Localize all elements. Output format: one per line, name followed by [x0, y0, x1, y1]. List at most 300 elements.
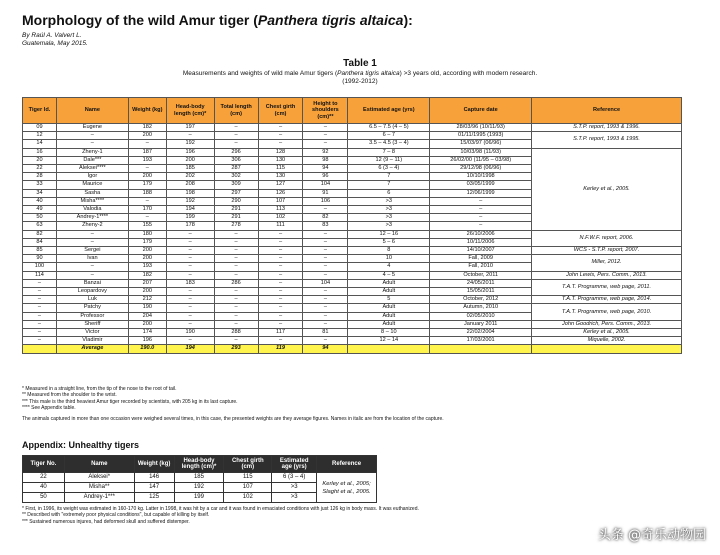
table-cell: 288: [214, 329, 258, 337]
table-notes: [22, 386, 444, 422]
table-cell: –: [166, 247, 214, 255]
table-cell: Igor: [56, 173, 128, 181]
table-cell: 10/10/1998: [430, 173, 532, 181]
table1-subtitle: [0, 70, 720, 86]
table-cell: Zheny-1: [56, 148, 128, 156]
table-cell: 207: [128, 279, 166, 287]
table-cell: 7 – 8: [348, 148, 430, 156]
table-cell: –: [214, 124, 258, 132]
table-cell: –: [214, 320, 258, 328]
table-cell: –: [128, 140, 166, 148]
column-header: Reference: [317, 456, 377, 473]
table-cell: 29/12/98 (06/96): [430, 165, 532, 173]
reference-cell: T.A.T. Programme, web page, 2010.: [532, 304, 682, 320]
table-row: [23, 247, 682, 255]
table-cell: Misha**: [64, 483, 134, 493]
table-cell: –: [303, 312, 348, 320]
table-cell: 180: [128, 230, 166, 238]
table-cell: 7: [348, 173, 430, 181]
table-cell: 94: [303, 165, 348, 173]
table-cell: Misha****: [56, 197, 128, 205]
table-cell: 15/05/2011: [430, 288, 532, 296]
table-cell: –: [166, 271, 214, 279]
place-date: Guatemala, May 2015.: [22, 40, 88, 47]
table-cell: 200: [128, 255, 166, 263]
table-cell: 84: [23, 238, 57, 246]
table-cell: 127: [258, 181, 303, 189]
table-cell: January 2011: [430, 320, 532, 328]
table-cell: –: [258, 320, 303, 328]
table-cell: –: [430, 214, 532, 222]
table-cell: –: [303, 124, 348, 132]
table-cell: 100: [23, 263, 57, 271]
table-cell: Victor: [56, 329, 128, 337]
average-cell: 194: [166, 345, 214, 353]
table-cell: –: [166, 296, 214, 304]
reference-cell: S.T.P. report, 1993 & 1996.: [532, 124, 682, 132]
table-cell: –: [23, 329, 57, 337]
table-cell: 6.5 – 7.5 (4 – 5): [348, 124, 430, 132]
table-cell: 196: [128, 337, 166, 345]
table-cell: Ivan: [56, 255, 128, 263]
table-cell: 10: [348, 255, 430, 263]
table-cell: –: [56, 271, 128, 279]
table-cell: –: [166, 312, 214, 320]
appendix-notes: [22, 506, 419, 525]
table-cell: 09: [23, 124, 57, 132]
table-cell: –: [166, 255, 214, 263]
average-cell: Average: [56, 345, 128, 353]
table-cell: –: [214, 238, 258, 246]
table-cell: Leopardovy: [56, 288, 128, 296]
table-cell: –: [258, 312, 303, 320]
column-header: Height to shoulders (cm)**: [303, 98, 348, 124]
table-cell: 91: [303, 189, 348, 197]
table-cell: –: [258, 279, 303, 287]
table-cell: 185: [166, 165, 214, 173]
table-cell: 82: [303, 214, 348, 222]
average-cell: 119: [258, 345, 303, 353]
note-4: **** See Appendix table.: [22, 405, 76, 412]
table-row: [23, 148, 682, 156]
table-cell: 126: [258, 189, 303, 197]
table-cell: Autumn, 2010: [430, 304, 532, 312]
column-header: Tiger No.: [23, 456, 65, 473]
table-cell: 107: [224, 483, 272, 493]
table-cell: 182: [128, 271, 166, 279]
table-cell: 85: [23, 247, 57, 255]
table-cell: 3.5 – 4.5 (3 – 4): [348, 140, 430, 148]
table-cell: 178: [166, 222, 214, 230]
table-cell: >3: [348, 214, 430, 222]
table-cell: 196: [166, 148, 214, 156]
table-cell: –: [23, 337, 57, 345]
table-cell: 63: [23, 222, 57, 230]
table-cell: –: [56, 132, 128, 140]
table-cell: –: [23, 296, 57, 304]
table-cell: –: [258, 263, 303, 271]
table-row: [23, 255, 682, 263]
table-cell: 147: [134, 483, 174, 493]
table-cell: 128: [258, 148, 303, 156]
table-row: [23, 304, 682, 312]
table-cell: Adult: [348, 304, 430, 312]
table-cell: –: [258, 124, 303, 132]
reference-cell: T.A.T. Programme, web page, 2011.: [532, 279, 682, 295]
table-cell: –: [258, 271, 303, 279]
table-cell: Fall, 2010: [430, 263, 532, 271]
reference-cell: Kerley et al., 2005.: [532, 148, 682, 230]
table-cell: 24/05/2011: [430, 279, 532, 287]
table-cell: 96: [303, 173, 348, 181]
table-cell: –: [258, 296, 303, 304]
table-cell: 290: [214, 197, 258, 205]
table-cell: 106: [303, 197, 348, 205]
table-cell: 15/03/97 (06/96): [430, 140, 532, 148]
note-2: ** Measured from the shoulder to the wrist.: [22, 392, 117, 399]
table-cell: 5 – 6: [348, 238, 430, 246]
table-cell: –: [303, 304, 348, 312]
table-row: [23, 337, 682, 345]
table-cell: 111: [258, 222, 303, 230]
table-cell: 14: [23, 140, 57, 148]
reference-cell: Miller, 2012.: [532, 255, 682, 271]
title-species: Panthera tigris altaica: [257, 12, 404, 28]
table-cell: 14/10/2007: [430, 247, 532, 255]
table-cell: >3: [348, 197, 430, 205]
table-cell: 170: [128, 206, 166, 214]
table-cell: 82: [23, 230, 57, 238]
table-cell: –: [166, 230, 214, 238]
table-cell: –: [258, 288, 303, 296]
table-cell: –: [214, 288, 258, 296]
table-cell: –: [128, 214, 166, 222]
table-cell: –: [258, 230, 303, 238]
column-header: Estimated age (yrs): [348, 98, 430, 124]
table-cell: –: [214, 255, 258, 263]
table-cell: 8 – 10: [348, 329, 430, 337]
table-cell: –: [258, 247, 303, 255]
appendix-title: Appendix: Unhealthy tigers: [22, 440, 140, 450]
table-cell: –: [166, 320, 214, 328]
column-header: Reference: [532, 98, 682, 124]
table-cell: 20: [23, 156, 57, 164]
table-cell: 188: [128, 189, 166, 197]
table-cell: 296: [214, 148, 258, 156]
table-cell: 10/03/98 (11/93): [430, 148, 532, 156]
table-cell: 26/10/2006: [430, 230, 532, 238]
table-cell: –: [303, 320, 348, 328]
table-cell: 212: [128, 296, 166, 304]
table-cell: 185: [174, 473, 224, 483]
reference-cell: S.T.P. report, 1993 & 1995.: [532, 132, 682, 148]
table-cell: 12 (9 – 11): [348, 156, 430, 164]
table-cell: 01/11/1995 (1993): [430, 132, 532, 140]
table-cell: 102: [258, 214, 303, 222]
table-cell: 155: [128, 222, 166, 230]
table-cell: 49: [23, 206, 57, 214]
table-cell: –: [214, 247, 258, 255]
note-3: *** This male is the third heaviest Amur tiger recorded by scientists, with 205 kg in its last capture.: [22, 398, 238, 405]
table-cell: 286: [214, 279, 258, 287]
table-cell: 12: [23, 132, 57, 140]
table-cell: –: [303, 238, 348, 246]
table-cell: 187: [128, 148, 166, 156]
table-cell: –: [214, 140, 258, 148]
table-cell: 194: [166, 206, 214, 214]
table-cell: –: [56, 140, 128, 148]
table-cell: –: [23, 304, 57, 312]
table-cell: 208: [166, 181, 214, 189]
table-cell: 5: [348, 296, 430, 304]
table-cell: –: [430, 197, 532, 205]
subtitle-years: (1992-2012): [342, 78, 378, 85]
table-cell: –: [23, 312, 57, 320]
table-cell: Eugene: [56, 124, 128, 132]
table-cell: 16: [23, 148, 57, 156]
table-cell: 174: [128, 329, 166, 337]
table-cell: Aleksei****: [56, 165, 128, 173]
average-row: [23, 345, 682, 353]
subtitle-part-a: Measurements and weights of wild male Amur tigers (: [182, 70, 338, 77]
table-cell: Adult: [348, 320, 430, 328]
table-cell: 22: [23, 473, 65, 483]
table-cell: Professor: [56, 312, 128, 320]
table-cell: Vladimir: [56, 337, 128, 345]
table-cell: 204: [128, 312, 166, 320]
table-cell: 297: [214, 189, 258, 197]
table-cell: –: [56, 230, 128, 238]
appendix-note-3: *** Sustained numerous injures, had deformed skull and suffered distemper.: [22, 518, 190, 525]
table-cell: –: [23, 279, 57, 287]
table-cell: 26/02/00 (11/95 – 03/98): [430, 156, 532, 164]
table-cell: >3: [348, 206, 430, 214]
table-cell: –: [166, 288, 214, 296]
subtitle-part-b: ) >3 years old, according with modern research.: [399, 70, 538, 77]
table-cell: –: [214, 132, 258, 140]
table-cell: 115: [224, 473, 272, 483]
table-cell: Luk: [56, 296, 128, 304]
appendix-header-row: [23, 456, 377, 473]
table-cell: 278: [214, 222, 258, 230]
document-title: [22, 12, 413, 28]
table-cell: 130: [258, 173, 303, 181]
table-cell: 291: [214, 206, 258, 214]
table-cell: –: [258, 132, 303, 140]
table-cell: 200: [128, 320, 166, 328]
average-cell: 293: [214, 345, 258, 353]
note-1: * Measured in a straight line, from the tip of the nose to the root of tail.: [22, 386, 177, 392]
table-row: [23, 230, 682, 238]
table-cell: 179: [128, 238, 166, 246]
table-cell: 202: [166, 173, 214, 181]
reference-cell: Kerley et al., 2005.: [532, 329, 682, 337]
table-cell: 33: [23, 181, 57, 189]
table-row: [23, 279, 682, 287]
table-cell: 309: [214, 181, 258, 189]
byline: [22, 32, 88, 48]
table-cell: –: [214, 230, 258, 238]
table-cell: Sasha: [56, 189, 128, 197]
table-cell: –: [258, 238, 303, 246]
table-cell: 22/02/2004: [430, 329, 532, 337]
table-cell: –: [56, 238, 128, 246]
table-cell: 200: [128, 288, 166, 296]
table-row: [23, 124, 682, 132]
table-cell: –: [258, 255, 303, 263]
table-cell: 03/05/1999: [430, 181, 532, 189]
table-cell: 200: [128, 247, 166, 255]
table-cell: 28: [23, 173, 57, 181]
subtitle-species: Panthera tigris altaica: [337, 70, 400, 77]
reference-cell: John Goodrich, Pers. Comm., 2013.: [532, 320, 682, 328]
table-cell: –: [23, 320, 57, 328]
column-header: Tiger Id.: [23, 98, 57, 124]
table-cell: 287: [214, 165, 258, 173]
table-cell: –: [303, 247, 348, 255]
table-cell: 12 – 14: [348, 337, 430, 345]
table-cell: 146: [134, 473, 174, 483]
table-cell: 130: [258, 156, 303, 164]
appendix-table: [22, 455, 377, 503]
table-cell: 6: [348, 189, 430, 197]
table1-caption: Table 1: [343, 58, 377, 69]
table-cell: 4: [348, 263, 430, 271]
table-cell: 113: [258, 206, 303, 214]
table-cell: –: [303, 255, 348, 263]
table-cell: 10/11/2006: [430, 238, 532, 246]
column-header: Estimated age (yrs): [272, 456, 317, 473]
table-cell: 8: [348, 247, 430, 255]
column-header: Chest girth (cm): [258, 98, 303, 124]
reference-cell: WCS - S.T.P. report, 2007.: [532, 247, 682, 255]
table-cell: –: [166, 238, 214, 246]
table-cell: 6 (3 – 4): [348, 165, 430, 173]
table-body: [23, 124, 682, 354]
table-cell: 40: [23, 483, 65, 493]
table-cell: 190: [128, 304, 166, 312]
table-cell: 179: [128, 181, 166, 189]
table-cell: October, 2012: [430, 296, 532, 304]
table-cell: 83: [303, 222, 348, 230]
table-cell: 12/06/1999: [430, 189, 532, 197]
appendix-body: [23, 473, 377, 503]
table-cell: –: [430, 222, 532, 230]
table-cell: >3: [272, 483, 317, 493]
table-cell: Maurice: [56, 181, 128, 189]
table-cell: 192: [174, 483, 224, 493]
table-cell: 92: [303, 148, 348, 156]
table-cell: 198: [166, 189, 214, 197]
table-cell: 6 (3 – 4): [272, 473, 317, 483]
reference-cell: N.F.W.F. report, 2006.: [532, 230, 682, 246]
table-cell: 200: [166, 156, 214, 164]
average-cell: 190.0: [128, 345, 166, 353]
column-header: Weight (kg): [128, 98, 166, 124]
table-cell: Adult: [348, 312, 430, 320]
table-cell: 199: [166, 214, 214, 222]
table-cell: 200: [128, 173, 166, 181]
table-cell: –: [166, 304, 214, 312]
table-cell: –: [214, 337, 258, 345]
reference-cell: T.A.T. Programme, web page, 2014.: [532, 296, 682, 304]
table-cell: Sheriff: [56, 320, 128, 328]
table-cell: 98: [303, 156, 348, 164]
table-cell: Patchy: [56, 304, 128, 312]
table-cell: –: [56, 263, 128, 271]
table-cell: 115: [258, 165, 303, 173]
author: By Raúl A. Valvert L.: [22, 32, 82, 39]
table-cell: –: [214, 271, 258, 279]
table-cell: –: [23, 288, 57, 296]
table-cell: 199: [174, 493, 224, 503]
table-cell: Zheny-2: [56, 222, 128, 230]
table-cell: 6 – 7: [348, 132, 430, 140]
table-header-row: [23, 98, 682, 124]
table-cell: 50: [23, 214, 57, 222]
reference-cell: John Lewis, Pers. Comm., 2013.: [532, 271, 682, 279]
reference-cell: Kerley et al., 2005; Slaght et al., 2005.: [317, 473, 377, 503]
table-cell: Banzai: [56, 279, 128, 287]
average-cell: 94: [303, 345, 348, 353]
table-row: [23, 132, 682, 140]
table-cell: 7: [348, 181, 430, 189]
table-cell: 193: [128, 156, 166, 164]
table-cell: 102: [224, 493, 272, 503]
table-cell: –: [214, 304, 258, 312]
table-cell: –: [303, 337, 348, 345]
column-header: Name: [64, 456, 134, 473]
table-cell: Adult: [348, 279, 430, 287]
measurements-table: [22, 97, 682, 354]
table-cell: –: [303, 271, 348, 279]
table-cell: 50: [23, 493, 65, 503]
table-cell: 182: [128, 124, 166, 132]
table-cell: 34: [23, 189, 57, 197]
table-cell: 28/03/96 (10/11/93): [430, 124, 532, 132]
table-cell: Andrey-1****: [56, 214, 128, 222]
column-header: Head-body length (cm)*: [174, 456, 224, 473]
table-cell: 197: [166, 124, 214, 132]
table-cell: 200: [128, 132, 166, 140]
table-cell: –: [258, 140, 303, 148]
table-cell: –: [214, 263, 258, 271]
table-cell: Valodia: [56, 206, 128, 214]
table-cell: 192: [166, 197, 214, 205]
table-row: [23, 320, 682, 328]
table-row: [23, 296, 682, 304]
table-cell: –: [303, 132, 348, 140]
table-cell: Fall, 2009: [430, 255, 532, 263]
appendix-note-2: ** Described with "extremely poor physical conditions", but capable of killing by itself.: [22, 512, 210, 519]
watermark: 头条 @奇乐动物园: [597, 528, 706, 543]
table-cell: Andrey-1***: [64, 493, 134, 503]
table-cell: 302: [214, 173, 258, 181]
table-cell: –: [258, 337, 303, 345]
table-cell: Aleksei*: [64, 473, 134, 483]
table-cell: October, 2011: [430, 271, 532, 279]
table-cell: 4 – 5: [348, 271, 430, 279]
appendix-note-1: * First, in 1996, its weight was estimated in 160-170 kg. Latter in 1998, it was hit by a car and it was found in emaciated conditions with just 126 kg in body mass. It was euthanized.: [22, 506, 419, 512]
table-cell: 192: [166, 140, 214, 148]
table-cell: Dale***: [56, 156, 128, 164]
column-header: Capture date: [430, 98, 532, 124]
table-cell: –: [166, 337, 214, 345]
table-cell: 104: [303, 279, 348, 287]
table-cell: –: [128, 197, 166, 205]
table-cell: 02/05/2010: [430, 312, 532, 320]
table-row: [23, 271, 682, 279]
